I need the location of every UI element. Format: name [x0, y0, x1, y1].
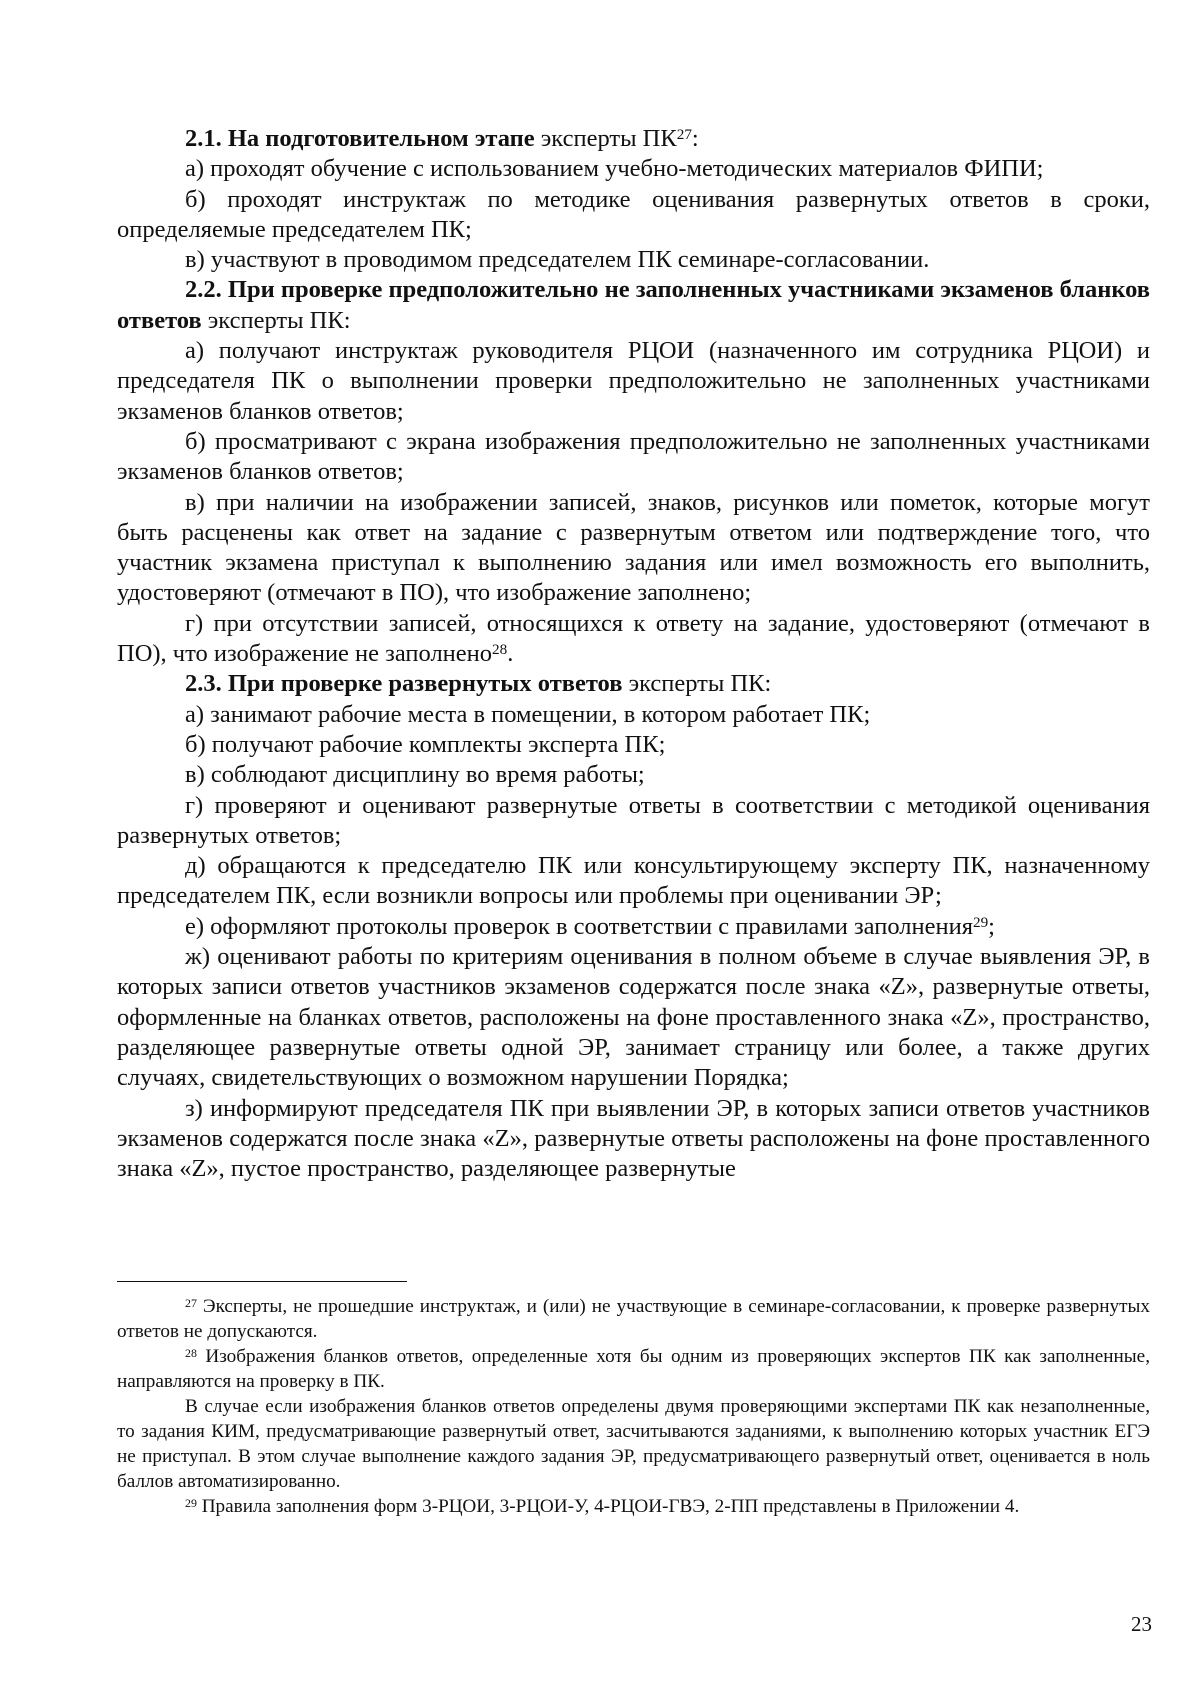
paragraph: в) при наличии на изображении записей, знаков, рисунков или пометок, которые могут быть расценены как ответ на задание с развернутым ответом или подтверждение того, что участник экзамена приступал к выполнению задания или имел возможность его выполнить, удостоверяют (отмечают в ПО), что изображение заполнено;: [117, 488, 1150, 607]
paragraph: з) информируют председателя ПК при выявлении ЭР, в которых записи ответов участников экзаменов содержатся после знака «Z», развернутые ответы расположены на фоне проставленного знака «Z», пустое пространство, разделяющее развернутые: [117, 1094, 1150, 1183]
footnote: В случае если изображения бланков ответов определены двумя проверяющими экспертами ПК как незаполненные, то задания КИМ, предусматривающие развернутый ответ, засчитываются заданиями, к выполнению которых участник ЕГЭ не приступал. В этом случае выполнение каждого задания ЭР, предусматривающего развернутый ответ, оценивается в ноль баллов автоматизированно.: [117, 1396, 1150, 1492]
section-heading: 2.2. При проверке предположительно не заполненных участниками экзаменов бланков ответов: [117, 276, 1150, 334]
section-heading: 2.3. При проверке развернутых ответов: [185, 670, 623, 698]
footnote-ref[interactable]: 27: [676, 126, 692, 144]
footnote: $^{27}$ Эксперты, не прошедшие инструктаж, и (или) не участвующие в семинаре-согласовании, к проверке развернутых ответов не допускаются.: [117, 1295, 1150, 1342]
paragraph: б) проходят инструктаж по методике оценивания развернутых ответов в сроки, определяемые председателем ПК;: [117, 185, 1150, 243]
footnotes: [117, 1294, 1150, 1519]
paragraph: а) занимают рабочие места в помещении, в котором работает ПК;: [185, 700, 871, 728]
paragraph: б) просматривают с экрана изображения предположительно не заполненных участниками экзаменов бланков ответов;: [117, 427, 1150, 486]
footnote-ref[interactable]: 28: [492, 641, 508, 659]
footnote-mark: 29: [185, 1495, 197, 1510]
footnote-separator: [117, 1281, 407, 1282]
paragraph: 2.1. На подготовительном этапе эксперты ПК$^{27}$:: [185, 125, 699, 152]
paragraph: а) получают инструктаж руководителя РЦОИ (назначенного им сотрудника РЦОИ) и председателя ПК о выполнении проверки предположительно не заполненных участниками экзаменов бланков ответов;: [117, 337, 1150, 425]
paragraph: в) участвуют в проводимом председателем ПК семинаре-согласовании.: [185, 246, 930, 274]
main-text: [117, 124, 1150, 1184]
footnote-mark: 27: [185, 1295, 197, 1310]
footnote-ref[interactable]: 29: [972, 913, 989, 931]
paragraph: б) получают рабочие комплекты эксперта ПК;: [185, 730, 666, 758]
footnote: $^{28}$ Изображения бланков ответов, определенные хотя бы одним из проверяющих экспертов ПК как заполненные, направляются на проверку в ПК.: [117, 1345, 1150, 1392]
paragraph: а) проходят обучение с использованием учебно-методических материалов ФИПИ;: [185, 155, 1044, 183]
footnote-mark: 28: [185, 1345, 197, 1360]
paragraph: е) оформляют протоколы проверок в соответствии с правилами заполнения$^{29}$;: [185, 912, 995, 940]
paragraph: д) обращаются к председателю ПК или консультирующему эксперту ПК, назначенному председателем ПК, если возникли вопросы или проблемы при оценивании ЭР;: [117, 852, 1150, 910]
paragraph: ж) оценивают работы по критериям оценивания в полном объеме в случае выявления ЭР, в которых записи ответов участников экзаменов содержатся после знака «Z», развернутые ответы, оформленные на бланках ответов, расположены на фоне проставленного знака «Z», пространство, разделяющее развернутые ответы одной ЭР, занимает страницу или более, а также других случаях, свидетельствующих о возможном нарушении Порядка;: [117, 943, 1150, 1092]
paragraph: г) проверяют и оценивают развернутые ответы в соответствии с методикой оценивания развернутых ответов;: [117, 791, 1150, 849]
paragraph: 2.2. При проверке предположительно не заполненных участниками экзаменов бланков ответов эксперты ПК:: [117, 276, 1150, 334]
paragraph: г) при отсутствии записей, относящихся к ответу на задание, удостоверяют (отмечают в ПО), что изображение не заполнено$^{28}$.: [117, 609, 1150, 668]
page-number: 23: [1131, 1612, 1152, 1636]
footnote: $^{29}$ Правила заполнения форм 3-РЦОИ, 3-РЦОИ-У, 4-РЦОИ-ГВЭ, 2-ПП представлены в Приложении 4.: [185, 1495, 1020, 1517]
section-heading: 2.1. На подготовительном этапе: [185, 125, 535, 152]
paragraph: в) соблюдают дисциплину во время работы;: [185, 761, 645, 789]
paragraph: 2.3. При проверке развернутых ответов эксперты ПК:: [185, 670, 772, 698]
